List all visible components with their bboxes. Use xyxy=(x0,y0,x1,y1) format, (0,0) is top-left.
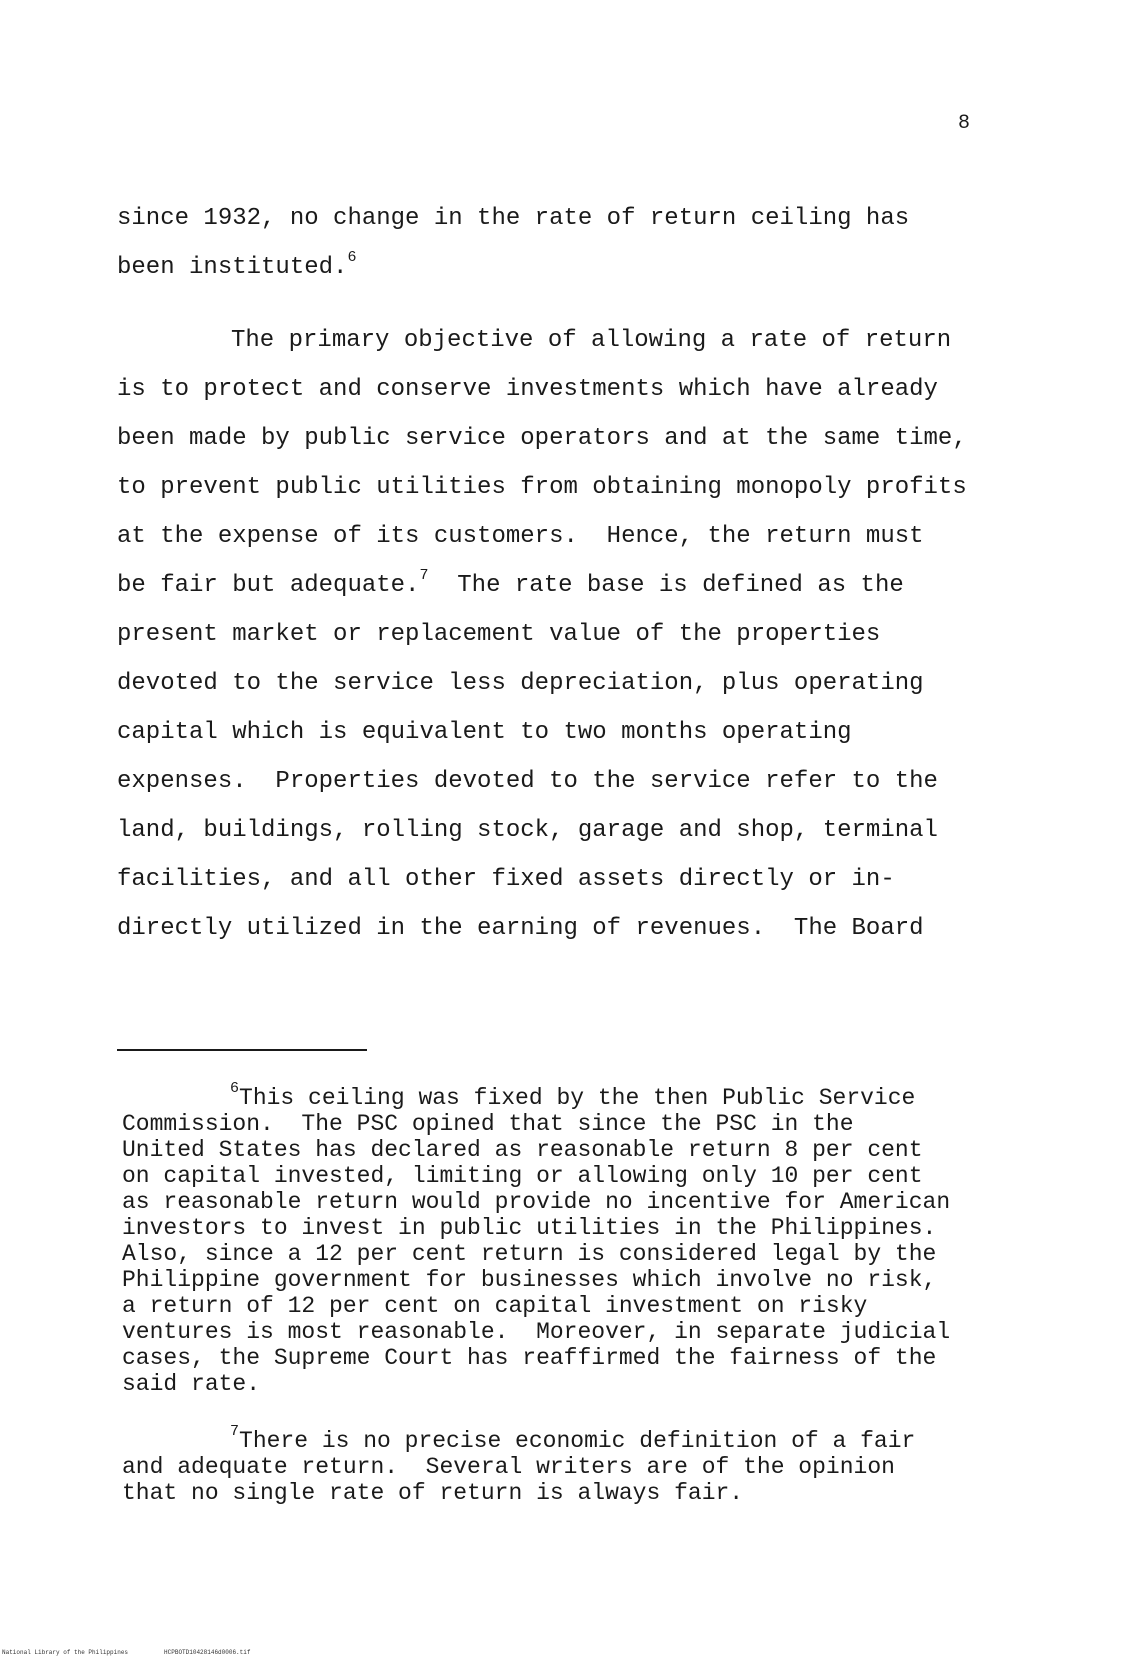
body-line: is to protect and conserve investments which have already xyxy=(117,376,938,403)
footnote-line: Commission. The PSC opined that since the PSC in the xyxy=(122,1111,854,1137)
footnote-marker: 6 xyxy=(230,1080,240,1098)
footnote-line: on capital invested, limiting or allowing only 10 per cent xyxy=(122,1163,923,1189)
footnote-6 xyxy=(122,1080,951,1397)
footnote-line: a return of 12 per cent on capital investment on risky xyxy=(122,1293,868,1319)
body-line: at the expense of its customers. Hence, the return must xyxy=(117,523,924,550)
footnote-line: investors to invest in public utilities in the Philippines. xyxy=(122,1215,937,1241)
footnote-line: ventures is most reasonable. Moreover, in separate judicial xyxy=(122,1319,951,1345)
footnote-7 xyxy=(122,1423,916,1506)
body-line: capital which is equivalent to two months operating xyxy=(117,719,852,746)
footnote-line: cases, the Supreme Court has reaffirmed the fairness of the xyxy=(122,1345,937,1371)
body-line: The primary objective of allowing a rate of return xyxy=(231,327,952,354)
page-number: 8 xyxy=(958,112,971,135)
footnote-line: that no single rate of return is always fair. xyxy=(122,1480,744,1506)
body-line: land, buildings, rolling stock, garage and shop, terminal xyxy=(117,817,938,844)
footnote-line: as reasonable return would provide no incentive for American xyxy=(122,1189,951,1215)
body-line: expenses. Properties devoted to the service refer to the xyxy=(117,768,938,795)
footnote-separator xyxy=(117,1049,367,1051)
footnote-line: Also, since a 12 per cent return is considered legal by the xyxy=(122,1241,937,1267)
footnote-line: and adequate return. Several writers are of the opinion xyxy=(122,1454,895,1480)
footnote-line: Philippine government for businesses which involve no risk, xyxy=(122,1267,937,1293)
footnote-line: $^7$There is no precise economic definition of a fair xyxy=(230,1423,916,1454)
footer-file-id: HCPBOTD10428146d0006.tif xyxy=(164,1649,251,1656)
body-line: been instituted.$^6$ xyxy=(117,249,357,281)
body-line: to prevent public utilities from obtaining monopoly profits xyxy=(117,474,967,501)
body-line: directly utilized in the earning of revenues. The Board xyxy=(117,915,924,942)
footnote-ref: 6 xyxy=(347,249,357,266)
footnote-line: United States has declared as reasonable return 8 per cent xyxy=(122,1137,923,1163)
footnote-ref: 7 xyxy=(419,567,429,584)
body-line: present market or replacement value of the properties xyxy=(117,621,881,648)
footnote-line: $^6$This ceiling was fixed by the then Public Service xyxy=(230,1080,916,1111)
body-line: since 1932, no change in the rate of return ceiling has xyxy=(117,205,910,232)
footnote-marker: 7 xyxy=(230,1423,240,1441)
footnote-line: said rate. xyxy=(122,1371,261,1397)
body-line: be fair but adequate.$^7$ The rate base is defined as the xyxy=(117,567,904,599)
footer-source: National Library of the Philippines xyxy=(2,1649,129,1656)
scan-footer xyxy=(2,1649,250,1656)
body-line: been made by public service operators and at the same time, xyxy=(117,425,967,452)
body-line: facilities, and all other fixed assets directly or in- xyxy=(117,866,895,893)
body-line: devoted to the service less depreciation, plus operating xyxy=(117,670,924,697)
